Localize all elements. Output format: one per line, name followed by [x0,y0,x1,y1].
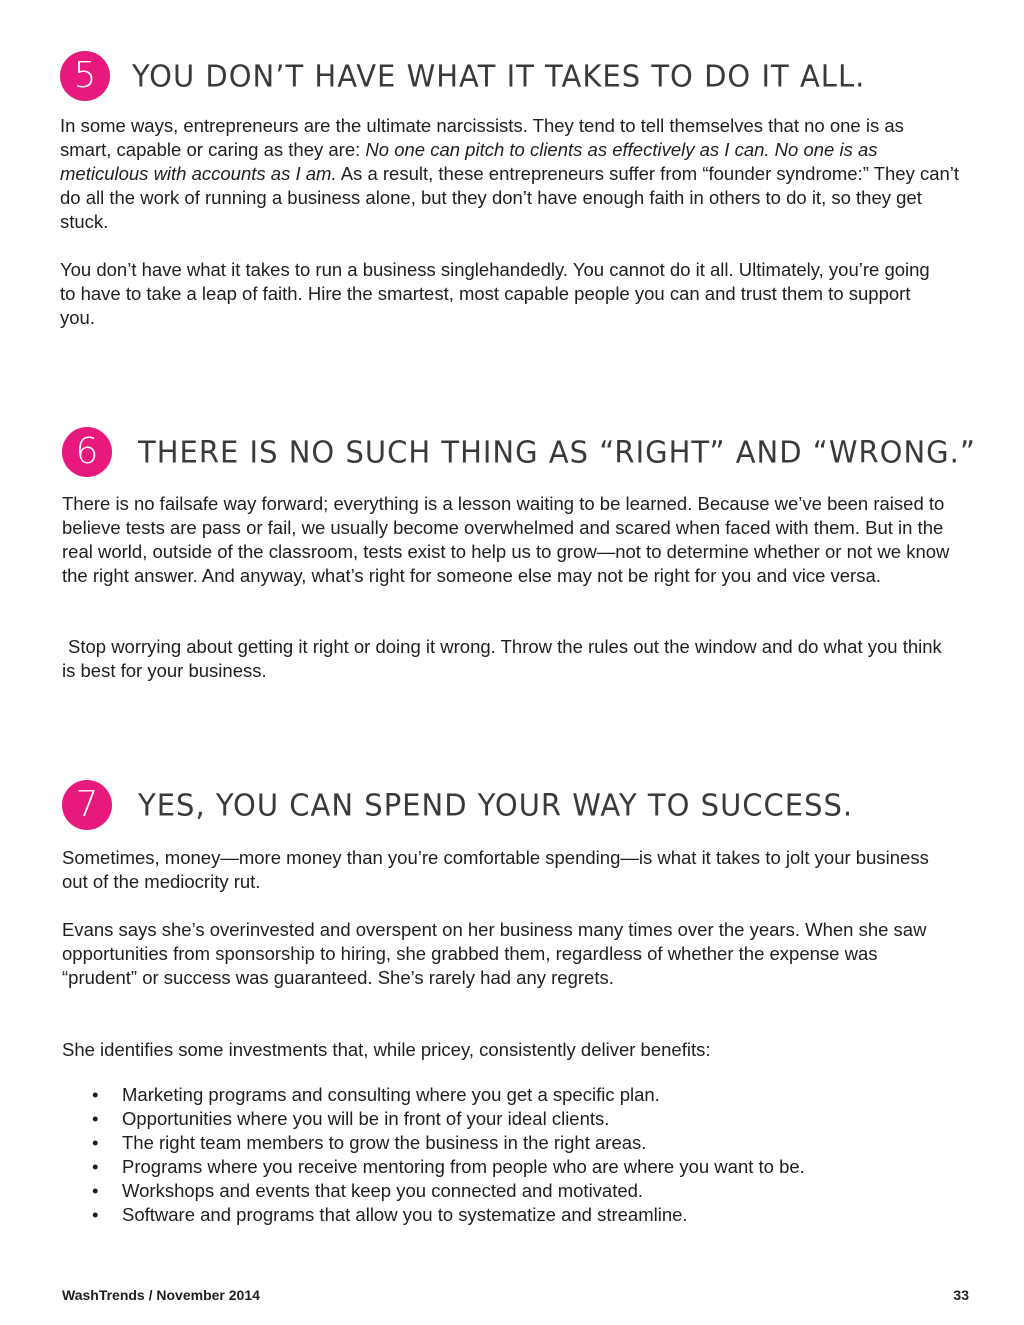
section-number-badge: 6 [62,427,112,477]
section-6-paragraph-1: There is no failsafe way forward; everything is a lesson waiting to be learned. Because we’ve been raised to believe tests are pass or fail, we usually become overwhelmed and scared when faced with them. But in the real world, outside of the classroom, tests exist to help us to grow—not to determine whether or not we know the right answer. And anyway, what’s right for someone else may not be right for you and vice versa. [62,493,950,586]
section-heading: YOU DON’T HAVE WHAT IT TAKES TO DO IT ALL. [132,58,866,94]
list-item [62,1155,805,1179]
bullet-dot: • [92,1132,99,1153]
section-5-paragraph-2: You don’t have what it takes to run a business singlehandedly. You cannot do it all. Ultimately, you’re going to have to take a leap of faith. Hire the smartest, most capable people you can and trust them to support you. [60,259,930,328]
section-5-paragraph-1 [60,114,960,234]
section-6-paragraph-2: Stop worrying about getting it right or doing it wrong. Throw the rules out the window and do what you think is best for your business. [62,636,942,681]
section-heading: THERE IS NO SUCH THING AS “RIGHT” AND “WRONG.” [138,434,976,470]
list-item [62,1083,805,1107]
list-item-text: Marketing programs and consulting where you get a specific plan. [122,1084,660,1105]
italic-quote: No one can pitch to clients as effectively as I can. No one is as meticulous with accounts as I am. [60,139,878,184]
bullet-dot: • [92,1180,99,1201]
list-item-text: Software and programs that allow you to systematize and streamline. [122,1204,688,1225]
list-item [62,1107,805,1131]
bullet-dot: • [92,1204,99,1225]
bullet-dot: • [92,1084,99,1105]
footer-publication: WashTrends / November 2014 [62,1287,260,1303]
list-item-text: Workshops and events that keep you connected and motivated. [122,1180,644,1201]
list-item [62,1131,805,1155]
list-item-text: Opportunities where you will be in front of your ideal clients. [122,1108,610,1129]
section-7-paragraph-3: She identifies some investments that, while pricey, consistently deliver benefits: [62,1039,711,1060]
section-7-paragraph-1: Sometimes, money—more money than you’re comfortable spending—is what it takes to jolt your business out of the mediocrity rut. [62,847,929,892]
investment-bullet-list [62,1083,805,1227]
list-item-text: The right team members to grow the business in the right areas. [122,1132,647,1153]
paragraph-text: As a result, these entrepreneurs suffer from “founder syndrome:” They can’t do all the work of running a business alone, but they don’t have enough faith in others to do it, so they get stuck. [60,163,960,232]
section-6-heading-row [62,427,976,477]
section-7-heading-row [62,780,853,830]
list-item [62,1179,805,1203]
list-item [62,1203,805,1227]
section-heading: YES, YOU CAN SPEND YOUR WAY TO SUCCESS. [138,787,854,823]
list-item-text: Programs where you receive mentoring from people who are where you want to be. [122,1156,805,1177]
page-number: 33 [953,1287,969,1303]
section-number-badge: 7 [62,780,112,830]
section-7-paragraph-2: Evans says she’s overinvested and overspent on her business many times over the years. When she saw opportunities from sponsorship to hiring, she grabbed them, regardless of whether the expense was “prudent” or success was guaranteed. She’s rarely had any regrets. [62,919,927,988]
section-5-heading-row [60,51,865,101]
section-number-badge: 5 [60,51,110,101]
bullet-dot: • [92,1108,99,1129]
paragraph-text: In some ways, entrepreneurs are the ultimate narcissists. They tend to tell themselves that no one is as smart, capable or caring as they are: [60,115,904,160]
bullet-dot: • [92,1156,99,1177]
